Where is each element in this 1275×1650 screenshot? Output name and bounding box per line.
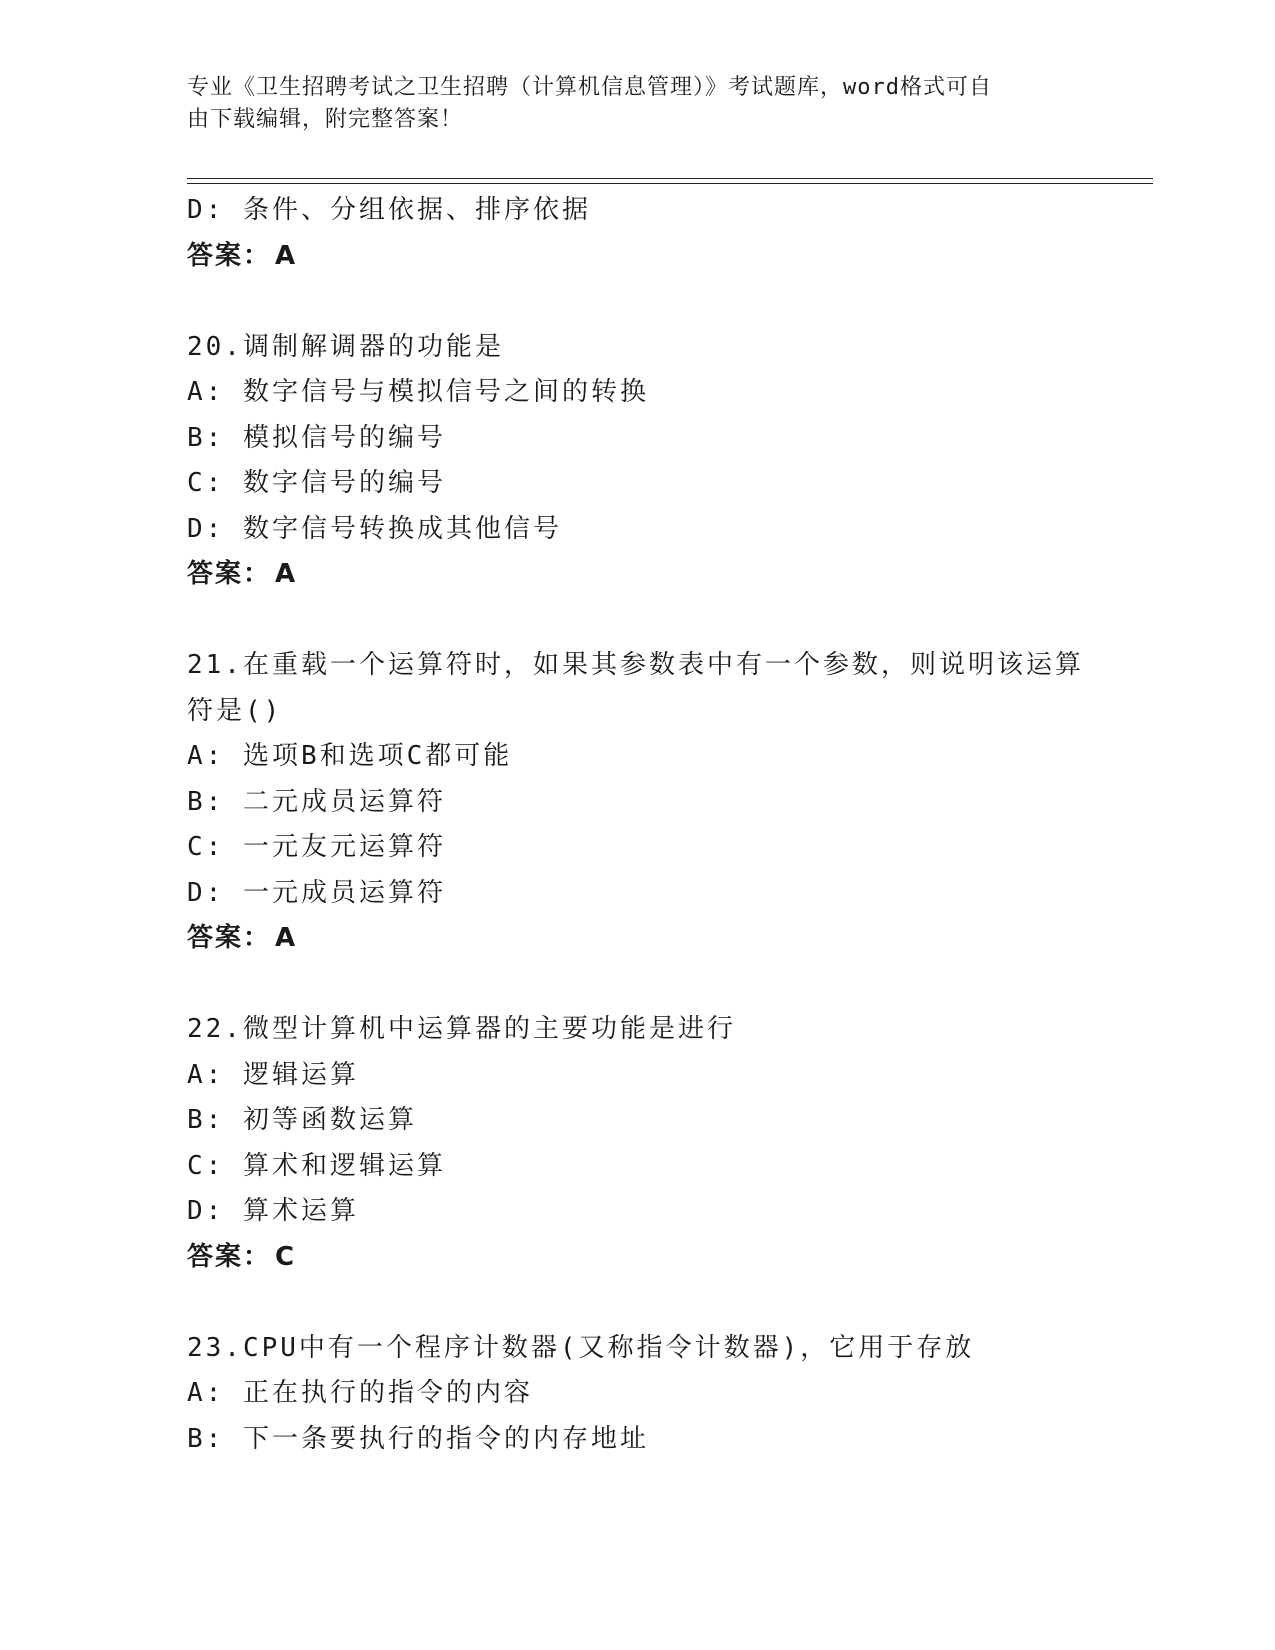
answer-line <box>187 1235 1087 1281</box>
answer-value: A <box>275 240 298 271</box>
option-d: D: 条件、分组依据、排序依据 <box>187 195 591 225</box>
spacer <box>187 1280 1087 1326</box>
option-b: B: 下一条要执行的指令的内存地址 <box>187 1423 649 1454</box>
answer-value: A <box>275 559 298 589</box>
header-divider-top <box>187 178 1153 179</box>
answer-line <box>187 916 1087 962</box>
question-list <box>187 188 1087 1462</box>
spacer <box>187 279 1087 325</box>
option-d: D: 一元成员运算符 <box>187 877 446 908</box>
question-title: 22.微型计算机中运算器的主要功能是进行 <box>187 1014 736 1044</box>
option-d: D: 算术运算 <box>187 1196 359 1226</box>
question-title-line-1: 21.在重载一个运算符时，如果其参数表中有一个参数，则说明该运算 <box>187 650 1084 680</box>
option-a: A: 数字信号与模拟信号之间的转换 <box>187 377 649 407</box>
question-title: 20.调制解调器的功能是 <box>187 331 504 362</box>
option-a: A: 正在执行的指令的内容 <box>187 1378 533 1408</box>
answer-line <box>187 552 1087 598</box>
option-a: A: 选项B和选项C都可能 <box>187 741 513 771</box>
spacer <box>187 598 1087 644</box>
question-title-line-2: 符是() <box>187 695 283 726</box>
option-c: C: 数字信号的编号 <box>187 468 446 498</box>
answer-value: A <box>275 923 298 953</box>
option-c: C: 算术和逻辑运算 <box>187 1150 446 1181</box>
answer-label: 答案： <box>187 923 272 953</box>
header-line-1: 专业《卫生招聘考试之卫生招聘（计算机信息管理）》考试题库，word格式可自 <box>187 75 992 100</box>
header-divider-bottom <box>187 183 1153 184</box>
option-a: A: 逻辑运算 <box>187 1059 359 1090</box>
answer-value: C <box>275 1241 297 1272</box>
option-b: B: 二元成员运算符 <box>187 786 446 817</box>
question-title: 23.CPU中有一个程序计数器(又称指令计数器)，它用于存放 <box>187 1332 975 1363</box>
option-d: D: 数字信号转换成其他信号 <box>187 513 562 544</box>
header-line-2: 由下载编辑，附完整答案！ <box>187 107 464 132</box>
option-b: B: 初等函数运算 <box>187 1105 417 1135</box>
answer-label: 答案： <box>187 240 272 271</box>
document-header <box>187 72 1067 136</box>
answer-label: 答案： <box>187 559 272 589</box>
option-c: C: 一元友元运算符 <box>187 832 446 862</box>
answer-line <box>187 234 1087 280</box>
option-b: B: 模拟信号的编号 <box>187 422 446 453</box>
spacer <box>187 962 1087 1008</box>
answer-label: 答案： <box>187 1241 272 1272</box>
